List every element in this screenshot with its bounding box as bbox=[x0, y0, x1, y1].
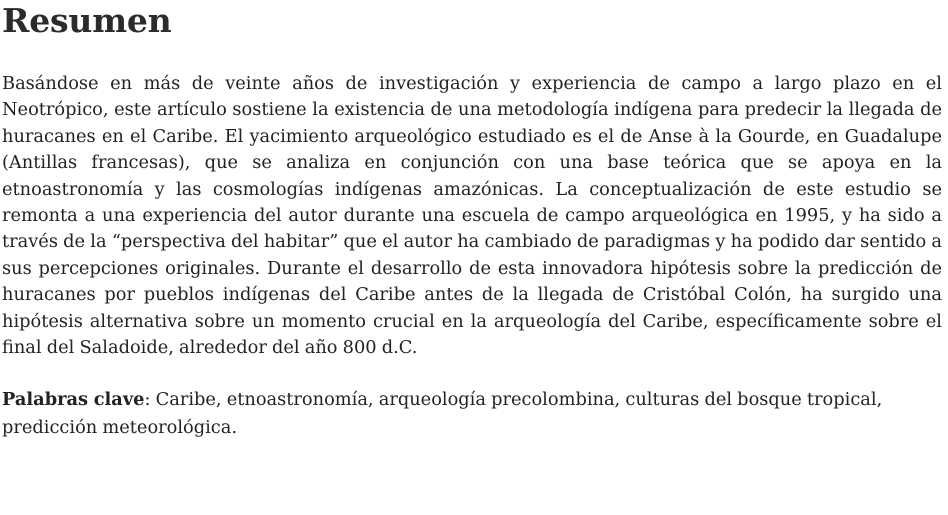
keywords-paragraph bbox=[2, 386, 942, 442]
keywords-label: Palabras clave bbox=[2, 389, 145, 411]
keywords-list: Caribe, etnoastronomía, arqueología precolombina, culturas del bosque tropical, predicción meteorológica. bbox=[2, 389, 883, 439]
abstract-paragraph: Basándose en más de veinte años de investigación y experiencia de campo a largo plazo en el Neotrópico, este artículo sostiene la existencia de una metodología indígena para predecir la llegada de huracanes en el Caribe. El yacimiento arqueológico estudiado es el de Anse à la Gourde, en Guadalupe (Antillas francesas), que se analiza en conjunción con una base teórica que se apoya en la etnoastronomía y las cosmologías indígenas amazónicas. La conceptualización de este estudio se remonta a una experiencia del autor durante una escuela de campo arqueológica en 1995, y ha sido a través de la “perspectiva del habitar” que el autor ha cambiado de paradigmas y ha podido dar sentido a sus percepciones originales. Durante el desarrollo de esta innovadora hipótesis sobre la predicción de huracanes por pueblos indígenas del Caribe antes de la llegada de Cristóbal Colón, ha surgido una hipótesis alternativa sobre un momento crucial en la arqueología del Caribe, específicamente sobre el final del Saladoide, alrededor del año 800 d.C. bbox=[2, 73, 942, 359]
keywords-separator: : bbox=[144, 389, 156, 411]
document-page bbox=[2, 0, 942, 442]
section-title: Resumen bbox=[2, 1, 172, 40]
